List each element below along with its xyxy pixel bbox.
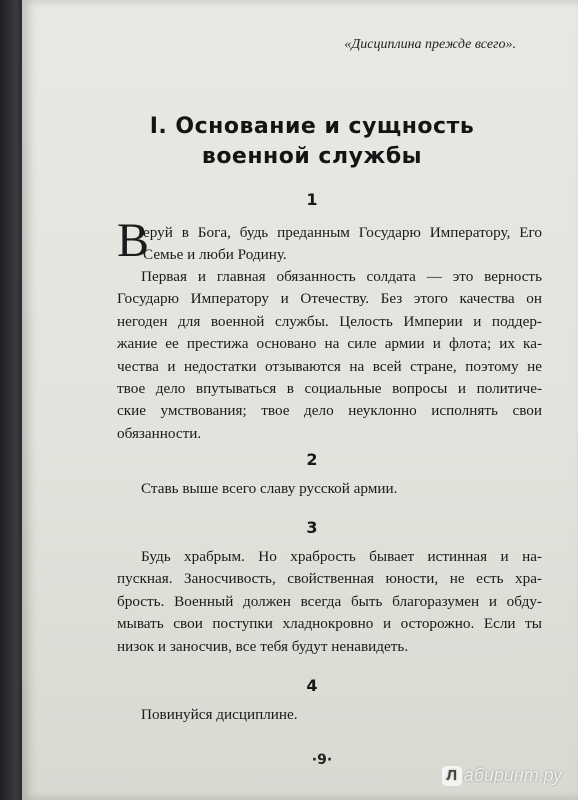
paragraph-1-2 [117,266,542,445]
paragraph-1-1 [117,222,542,267]
text-line: низок и заносчив, все тебя будут ненавидеть. [117,637,409,655]
text-line: Первая и главная обязанность солдата — это верность [141,268,542,285]
book-page [22,0,578,800]
text-line: Будь храбрым. Но храбрость бывает истинная и на- [141,548,542,565]
paragraph-4 [117,704,542,726]
section-number-3: 3 [306,518,318,537]
text-line: жание ее престижа основано на силе армии и флота; их ка- [117,335,542,353]
text-line: негоден для военной службы. Целость Империи и поддер- [117,312,542,330]
text-line: пускная. Заносчивость, свойственная юности, не есть хра- [117,570,542,588]
drop-cap: В [117,214,150,267]
chapter-title [102,112,522,172]
section-number-4: 4 [306,676,318,695]
text-line: Семье и люби Родину. [143,246,287,264]
text-line: обязанности. [117,424,202,442]
paragraph-3 [117,546,542,658]
section-number-2: 2 [306,450,318,469]
text-line: чества и недостатки отзываются на всей стране, поэтому не [117,357,542,375]
text-line: еруй в Бога, будь преданным Государю Императору, Его [143,224,542,241]
page-number: ·9· [311,752,333,768]
text-line: Повинуйся дисциплине. [141,706,298,723]
section-number-1: 1 [306,190,318,209]
chapter-title-line-2: военной службы [201,144,423,169]
text-line: мывать свои поступки хладнокровно и осторожно. Если ты [117,615,542,633]
chapter-title-line-1: I. Основание и сущность [149,114,475,139]
watermark-text: абиринт.ру [463,764,562,785]
text-line: твое дело впутываться в социальные вопросы и политиче- [117,380,542,398]
watermark-badge-icon: Л [442,766,462,786]
running-head: «Дисциплина прежде всего». [344,37,516,52]
paragraph-2 [117,478,542,500]
text-line: брость. Военный должен всегда быть благоразумен и обду- [117,592,542,610]
watermark-logo [442,765,562,786]
text-line: Государю Императору и Отечеству. Без этого качества он [117,290,542,308]
text-line: ские умствования; твое дело неуклонно исполнять свои [117,402,542,420]
text-line: Ставь выше всего славу русской армии. [141,480,398,497]
